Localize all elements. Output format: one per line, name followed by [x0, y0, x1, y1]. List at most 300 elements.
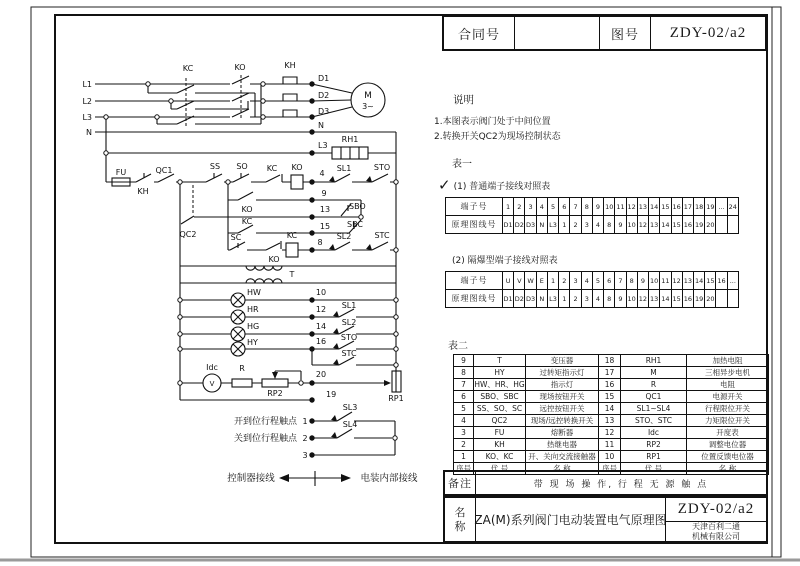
cell: 17 — [599, 367, 621, 379]
cell: 19 — [693, 216, 704, 234]
cell: 6 — [454, 391, 474, 403]
cell: RP1 — [621, 451, 687, 463]
cell: D1 — [503, 290, 514, 308]
terminal-dot — [309, 346, 314, 351]
schematic-label: HR — [247, 305, 259, 314]
schematic-label: SBC — [347, 220, 364, 229]
cell: 13 — [682, 272, 693, 290]
cell: 三相异步电机 — [687, 367, 769, 379]
cell: 过转矩指示灯 — [526, 367, 599, 379]
schematic-label: L3 — [82, 113, 92, 122]
schematic-label: 8 — [317, 238, 323, 247]
cell: 14 — [693, 272, 704, 290]
cell: 10 — [599, 451, 621, 463]
cell: 8 — [454, 367, 474, 379]
cell: 5 — [592, 272, 603, 290]
schematic-label: SBO — [349, 202, 366, 211]
schematic-label: D2 — [318, 91, 330, 100]
terminal-dot — [309, 418, 314, 423]
cell: 3 — [525, 198, 536, 216]
terminal-dot — [309, 114, 314, 119]
switch-flag-icon — [333, 359, 339, 365]
cell: 18 — [599, 355, 621, 367]
cell: 11 — [660, 272, 671, 290]
cell: 2 — [570, 216, 581, 234]
schematic-label: HY — [247, 338, 258, 347]
table-row — [454, 367, 769, 379]
cell: 8 — [626, 272, 637, 290]
schematic-label: KO — [268, 255, 280, 264]
remark-block — [443, 470, 768, 496]
cell: HW、HR、HG — [474, 380, 525, 389]
junction-circle — [359, 215, 363, 219]
junction-circle — [261, 99, 265, 103]
terminal-table-explosion-proof — [445, 271, 739, 308]
junction-circle — [299, 381, 303, 385]
cell: 调整电位器 — [687, 439, 769, 451]
notes-section — [434, 92, 714, 145]
cell: 15 — [660, 198, 671, 216]
cell: 7 — [570, 198, 581, 216]
cell: 17 — [682, 198, 693, 216]
junction-circle — [178, 381, 182, 385]
cell: 10 — [604, 198, 615, 216]
cell: 3 — [570, 272, 581, 290]
table-row — [454, 415, 769, 427]
schematic-label: 3 — [302, 451, 308, 460]
header-cell: 序号 — [454, 463, 474, 475]
cell: 4 — [536, 198, 547, 216]
drawing-no-label: 图号 — [599, 17, 650, 49]
table-row — [446, 290, 739, 308]
cell: 15 — [671, 216, 682, 234]
schematic-label: D3 — [318, 107, 330, 116]
cell — [716, 216, 727, 234]
cell: 15 — [599, 391, 621, 403]
cell: 9 — [615, 216, 626, 234]
contract-no-label: 合同号 — [457, 27, 500, 43]
header-cell: 代 号 — [474, 463, 526, 475]
terminal-dot — [309, 81, 314, 86]
schematic-label: M — [364, 91, 372, 101]
cell: HY — [474, 367, 526, 379]
schematic-label: 20 — [315, 370, 327, 379]
cell: 15 — [705, 272, 716, 290]
junction-circle — [394, 332, 398, 336]
terminal-dot — [309, 435, 314, 440]
switch-flag-icon — [329, 176, 335, 182]
junction-circle — [178, 332, 182, 336]
junction-circle — [155, 115, 159, 119]
name-label: 名 称 — [454, 505, 466, 533]
junction-circle — [178, 298, 182, 302]
schematic-label: RP1 — [388, 394, 404, 403]
cell: SL1~SL4 — [621, 403, 687, 415]
schematic-label: L2 — [82, 97, 92, 106]
cell: 2 — [514, 198, 525, 216]
schematic-label: SL1 — [341, 301, 357, 310]
schematic-label: STC — [374, 231, 390, 240]
mechanical-links — [186, 75, 241, 214]
cell: 13 — [599, 415, 621, 427]
cell: FU — [474, 427, 526, 439]
cell: 13 — [649, 216, 660, 234]
schematic-label: RP2 — [267, 389, 283, 398]
cell: 16 — [599, 379, 621, 391]
cell: 电阻 — [687, 379, 769, 391]
cell: 14 — [660, 290, 671, 308]
junction-circle — [394, 363, 398, 367]
cell: 19 — [705, 198, 716, 216]
cell: RH1 — [621, 355, 687, 367]
cell: 5 — [547, 198, 558, 216]
cell: 4 — [592, 216, 603, 234]
schematic-label: HW — [247, 288, 261, 297]
cell: 现场按钮开关 — [526, 391, 599, 403]
transformer-symbol — [246, 266, 282, 283]
cell: RP2 — [621, 439, 687, 451]
cell: 20 — [705, 216, 716, 234]
resistor-symbol — [232, 379, 252, 387]
table-row — [454, 451, 769, 463]
cell: 15 — [671, 290, 682, 308]
cell: 行程限位开关 — [687, 403, 769, 415]
schematic-label: N — [86, 128, 92, 137]
cell: ... — [716, 198, 727, 216]
schematic-label: 关到位行程触点 — [233, 434, 297, 444]
cell: 加热电阻 — [687, 355, 769, 367]
cell: D3 — [525, 290, 536, 308]
row-label-cell: 端子号 — [446, 272, 503, 290]
terminal-dot — [309, 247, 314, 252]
boundary-left-arrow-icon — [279, 474, 289, 482]
cell: D2 — [514, 290, 525, 308]
schematic-label: Idc — [206, 363, 218, 372]
cell: ... — [727, 272, 738, 290]
header-cell: 名 称 — [687, 463, 769, 475]
cell: 16 — [682, 216, 693, 234]
schematic-label: KC — [286, 231, 298, 240]
table-row — [454, 427, 769, 439]
cell: 3 — [454, 427, 474, 439]
junction-circle — [226, 180, 230, 184]
schematic-label: 10 — [315, 288, 327, 297]
header-cell: 名 称 — [526, 463, 599, 475]
schematic-label: L3 — [318, 141, 328, 150]
notes-heading: 说明 — [453, 94, 474, 106]
remark-text: 带 现 场 操 作, 行 程 无 源 触 点 — [475, 472, 766, 494]
cell: 8 — [604, 290, 615, 308]
schematic-label: KH — [284, 61, 296, 70]
kc-coil-symbol — [286, 243, 298, 257]
junction-circle — [178, 315, 182, 319]
terminal-dot — [309, 214, 314, 219]
cell: 10 — [626, 216, 637, 234]
cell: 开度表 — [687, 427, 769, 439]
header-cell: 序号 — [599, 463, 621, 475]
cell: 16 — [716, 272, 727, 290]
terminal-dots — [309, 81, 314, 457]
cell: STO、STC — [621, 415, 687, 427]
schematic-label: FU — [115, 168, 127, 177]
cell: 2 — [559, 272, 570, 290]
terminal-table-normal — [445, 197, 739, 234]
terminal-dot — [309, 314, 314, 319]
cell: 1 — [454, 451, 474, 463]
terminal-dot — [309, 179, 314, 184]
cell: 13 — [637, 198, 648, 216]
cell: D1 — [503, 216, 514, 234]
schematic-label: KC — [266, 164, 278, 173]
schematic-label: KO — [291, 163, 303, 172]
junction-circle — [104, 115, 108, 119]
junction-circle — [394, 315, 398, 319]
schematic-label: 12 — [315, 305, 327, 314]
cell: 力矩限位开关 — [687, 415, 769, 427]
table-row — [446, 272, 739, 290]
header-cell: 代 号 — [621, 463, 687, 475]
name-title-block — [443, 496, 768, 543]
cell: R — [621, 379, 687, 391]
terminal-table-normal-grid — [445, 197, 739, 234]
cell: 1 — [503, 198, 514, 216]
cell: 14 — [660, 216, 671, 234]
cell: 4 — [454, 415, 474, 427]
schematic-label: KO — [241, 205, 253, 214]
schematic-label: 9 — [321, 189, 327, 198]
cell: SBO、SBC — [474, 391, 526, 403]
cell: 24 — [727, 198, 738, 216]
cell: 6 — [559, 198, 570, 216]
cell: 9 — [615, 290, 626, 308]
cell: 8 — [581, 198, 592, 216]
schematic-label: R — [239, 364, 245, 373]
switch-flag-icon — [366, 244, 372, 250]
cell: E — [536, 272, 547, 290]
check-mark-icon: ✓ — [438, 176, 451, 194]
component-table — [453, 354, 769, 475]
cell: 熔断器 — [526, 427, 599, 439]
table-row — [454, 379, 769, 391]
cell: 现场/远控转换开关 — [526, 415, 599, 427]
schematic-label: RH1 — [341, 135, 359, 144]
cell — [727, 290, 738, 308]
cell: 12 — [626, 198, 637, 216]
cell: KO、KC — [474, 451, 526, 463]
schematic-label: 13 — [319, 205, 331, 214]
cell — [716, 290, 727, 308]
junction-circle — [178, 347, 182, 351]
cell: 位置反馈电位器 — [687, 451, 769, 463]
cell: 18 — [693, 198, 704, 216]
cell: 14 — [649, 198, 660, 216]
table-row — [454, 391, 769, 403]
cell: 9 — [592, 198, 603, 216]
schematic-label: V — [209, 380, 215, 388]
remark-label: 备注 — [448, 477, 472, 490]
schematic-label: 2 — [302, 434, 308, 443]
schematic-label: N — [318, 121, 324, 130]
potentiometer-rp2-symbol — [262, 379, 288, 387]
cell: Idc — [621, 427, 687, 439]
schematic-label: 14 — [315, 322, 327, 331]
cell: KH — [474, 439, 526, 451]
table-row — [454, 355, 769, 367]
junction-circle — [261, 82, 265, 86]
drawing-no-value: ZDY-02/a2 — [650, 17, 765, 49]
terminal-dot — [309, 98, 314, 103]
switch-flag-icon — [333, 343, 339, 349]
cell: L3 — [547, 290, 558, 308]
junction-circle — [169, 99, 173, 103]
cell: 7 — [454, 379, 474, 391]
terminal-dot — [309, 129, 314, 134]
table1-sub1-heading: ✓ (1) 普通端子接线对照表 — [438, 176, 551, 194]
cell: 12 — [599, 427, 621, 439]
cell: D3 — [525, 216, 536, 234]
schematic-label: KH — [137, 187, 149, 196]
schematic-label: SL2 — [341, 318, 357, 327]
table2-heading: 表二 — [448, 341, 468, 352]
cell: N — [536, 216, 547, 234]
cell: 1 — [559, 290, 570, 308]
row-label-cell: 端子号 — [446, 198, 503, 216]
table-row — [446, 216, 739, 234]
switch-flag-icon — [331, 415, 337, 421]
junction-circle — [146, 82, 150, 86]
schematic-label: 4 — [319, 169, 325, 178]
cell: 10 — [649, 272, 660, 290]
cell: 电源开关 — [687, 391, 769, 403]
schematic-label: KC — [241, 217, 253, 226]
cell: N — [536, 290, 547, 308]
terminal-dot — [309, 331, 314, 336]
rp1-feed-arrow-icon — [384, 380, 391, 386]
terminal-dot — [309, 397, 314, 402]
junction-circle — [104, 151, 108, 155]
ko-coil-symbol — [291, 175, 303, 189]
cell: SS、SO、SC — [474, 403, 526, 415]
cell: 3 — [581, 290, 592, 308]
cell: W — [525, 272, 536, 290]
cell: 4 — [581, 272, 592, 290]
schematic-label: 16 — [315, 337, 327, 346]
schematic-label: D1 — [318, 74, 330, 83]
junction-circle — [394, 180, 398, 184]
cell: M — [621, 367, 687, 379]
schematic-label: STO — [373, 163, 391, 172]
terminal-dot — [309, 452, 314, 457]
terminal-dot — [309, 297, 314, 302]
top-title-block — [442, 15, 767, 51]
cell: 热继电器 — [526, 439, 599, 451]
cell: 16 — [671, 198, 682, 216]
schematic-label: KO — [234, 63, 246, 72]
cell: 12 — [637, 290, 648, 308]
table-row — [446, 198, 739, 216]
schematic-label: QC2 — [179, 230, 197, 239]
contract-no-value — [514, 17, 599, 49]
cell: 指示灯 — [526, 379, 599, 391]
cell: 开、关向交流接触器 — [526, 451, 599, 463]
table-row — [454, 439, 769, 451]
cell: 12 — [637, 216, 648, 234]
cell: 14 — [599, 403, 621, 415]
schematic-label: STO — [340, 333, 358, 342]
cell: 2 — [454, 439, 474, 451]
cell: 11 — [599, 439, 621, 451]
schematic-label: SS — [209, 162, 221, 171]
cell: 9 — [454, 355, 474, 367]
schematic-label: SL3 — [342, 403, 358, 412]
cell: L3 — [547, 216, 558, 234]
schematic-label: QC1 — [155, 166, 173, 175]
cell: 7 — [615, 272, 626, 290]
component-table-grid — [453, 354, 769, 475]
schematic-label: SO — [236, 162, 248, 171]
junction-circle — [394, 347, 398, 351]
schematic-label: 1 — [302, 417, 308, 426]
cell: 变压器 — [526, 355, 599, 367]
junction-circle — [394, 248, 398, 252]
table-row — [454, 403, 769, 415]
cell: QC2 — [474, 415, 526, 427]
lamp-symbols — [231, 293, 245, 356]
cell: 6 — [604, 272, 615, 290]
cell: 5 — [454, 403, 474, 415]
switch-flag-icon — [331, 432, 337, 438]
schematic-label: 15 — [319, 222, 331, 231]
cell: U — [503, 272, 514, 290]
cell: 8 — [604, 216, 615, 234]
cell: 10 — [626, 290, 637, 308]
terminal-table-exproof-grid — [445, 271, 739, 308]
schematic-label: 3~ — [362, 102, 374, 111]
cell: 3 — [581, 216, 592, 234]
cell: QC1 — [621, 391, 687, 403]
terminal-dot — [309, 150, 314, 155]
schematic-label: SL2 — [336, 232, 352, 241]
drawing-no-company — [665, 498, 766, 541]
cell: T — [474, 355, 526, 367]
cell: 16 — [682, 290, 693, 308]
cell: 1 — [547, 272, 558, 290]
cell: 4 — [592, 290, 603, 308]
cell: 远控按钮开关 — [526, 403, 599, 415]
boundary-right-arrow-icon — [341, 474, 351, 482]
cell: D2 — [514, 216, 525, 234]
schematic-label: SL1 — [336, 164, 352, 173]
cell: 20 — [705, 290, 716, 308]
junction-circle — [394, 298, 398, 302]
cell: V — [514, 272, 525, 290]
cell: 1 — [559, 216, 570, 234]
schematic-label: KC — [182, 64, 194, 73]
switch-flag-icon — [333, 311, 339, 317]
cell: 11 — [615, 198, 626, 216]
schematic-label: STC — [341, 349, 357, 358]
junction-circle — [393, 436, 397, 440]
schematic-label: 电装内部接线 — [360, 473, 418, 484]
table1-heading: 表一 — [452, 159, 472, 170]
schematic-label: 开到位行程触点 — [233, 417, 297, 427]
cell: 13 — [649, 290, 660, 308]
footer-drawing-no: ZDY-02/a2 — [666, 498, 766, 522]
drawing-title: ZA(M)系列阀门电动装置电气原理图 — [475, 498, 665, 541]
schematic-label: L1 — [82, 80, 92, 89]
terminal-dot — [309, 197, 314, 202]
cell: 9 — [637, 272, 648, 290]
